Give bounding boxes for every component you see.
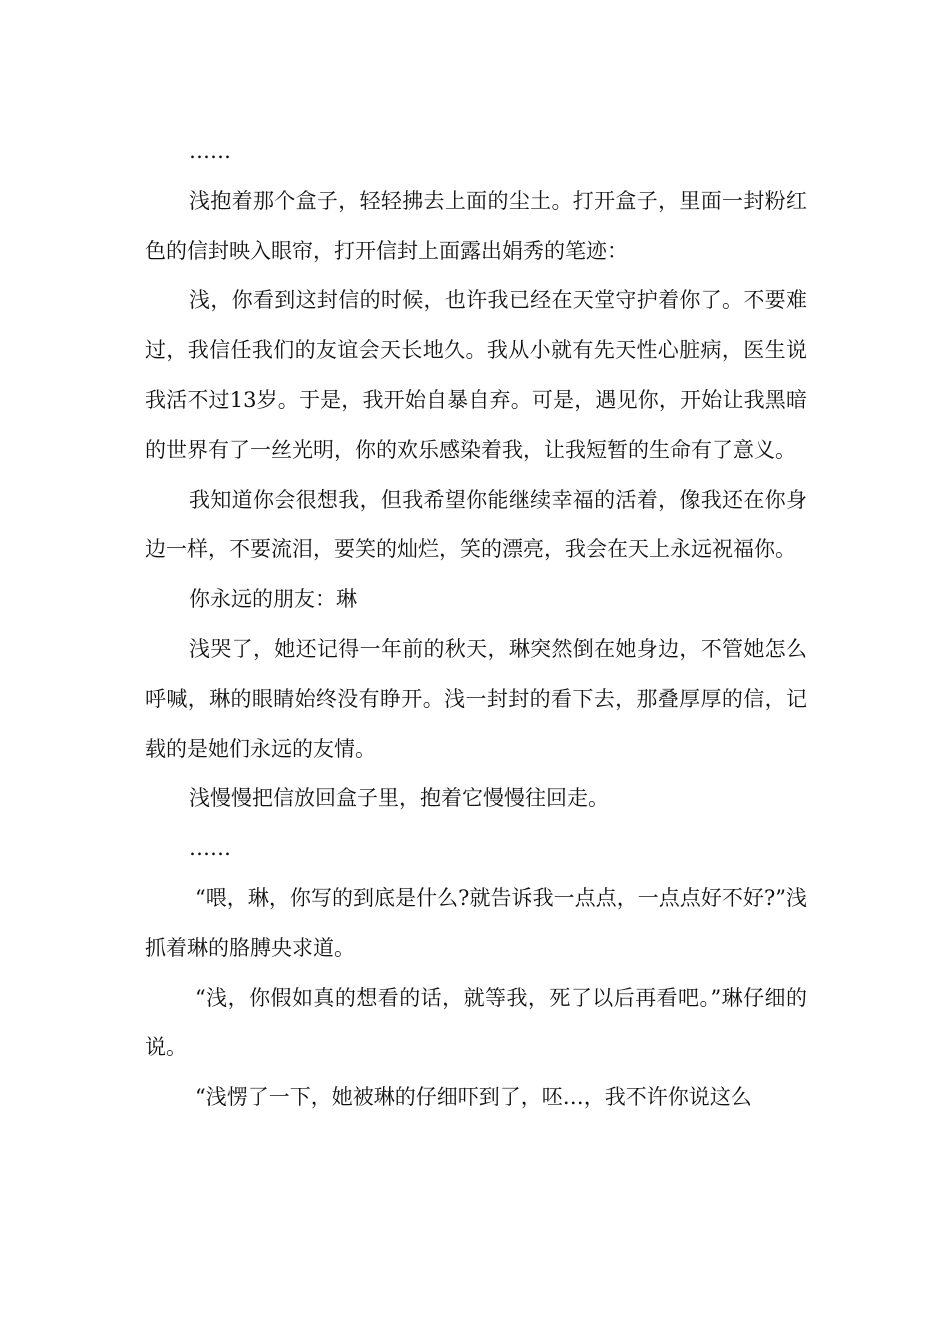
letter-signature: 你永远的朋友：琳	[189, 587, 357, 612]
paragraph: 浅慢慢把信放回盒子里，抱着它慢慢往回走。	[189, 786, 609, 811]
paragraph: 浅抱着那个盒子，轻轻拂去上面的尘土。打开盒子，里面一封粉红色的信封映入眼帘，打开信封上面露出娟秀的笔迹：	[145, 188, 807, 263]
paragraph: 浅哭了，她还记得一年前的秋天，琳突然倒在她身边，不管她怎么呼喊，琳的眼睛始终没有睁开。浅一封封的看下去，那叠厚厚的信，记载的是她们永远的友情。	[145, 636, 807, 761]
ellipsis-separator: ……	[189, 836, 231, 861]
paragraph: 浅，你看到这封信的时候，也许我已经在天堂守护着你了。不要难过，我信任我们的友谊会天长地久。我从小就有先天性心脏病，医生说我活不过13岁。于是，我开始自暴自弃。可是，遇见你，开始让我黑暗的世界有了一丝光明，你的欢乐感染着我，让我短暂的生命有了意义。	[145, 288, 807, 462]
dialogue-paragraph: “喂，琳，你写的到底是什么?就告诉我一点点，一点点好不好?”浅抓着琳的胳膊央求道。	[145, 885, 807, 960]
paragraph: 我知道你会很想我，但我希望你能继续幸福的活着，像我还在你身边一样，不要流泪，要笑的灿烂，笑的漂亮，我会在天上永远祝福你。	[145, 487, 807, 562]
dialogue-paragraph: “浅愣了一下，她被琳的仔细吓到了，呸…，我不许你说这么	[195, 1085, 752, 1110]
dialogue-paragraph: “浅，你假如真的想看的话，就等我，死了以后再看吧。”琳仔细的说。	[145, 985, 807, 1060]
ellipsis-separator: ……	[189, 139, 231, 163]
document-body	[145, 127, 807, 1123]
